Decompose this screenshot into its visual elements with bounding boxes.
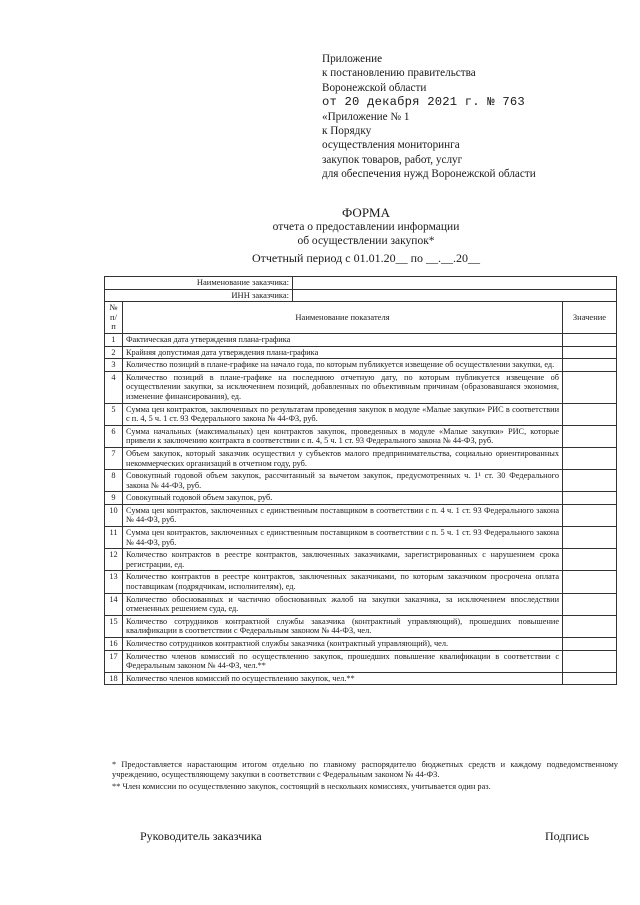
indicator-value-cell[interactable] (563, 650, 617, 672)
indicator-value-cell[interactable] (563, 359, 617, 372)
table-row (105, 593, 617, 615)
col-value-header: Значение (563, 302, 617, 334)
table-row (105, 672, 617, 685)
appendix-header (322, 52, 622, 182)
table-row (105, 403, 617, 425)
form-subtitle-2: об осуществлении закупок* (297, 235, 435, 247)
table-row (105, 549, 617, 571)
form-title-block (0, 205, 640, 266)
signatory-label: Руководитель заказчика (140, 829, 262, 843)
indicator-name: Количество позиций в плане-графике на последнюю отчетную дату, по которым публикуется извещение об осуществлении закупки, за исключением позиций, добавленных по объективным причинам (образовавшаяся экономия, изменение финансирования), ед. (123, 371, 563, 403)
indicator-value-cell[interactable] (563, 447, 617, 469)
indicator-name: Количество членов комиссий по осуществлению закупок, прошедших повышение квалификации в соответствии с Федеральным законом № 44-ФЗ, чел.** (123, 650, 563, 672)
indicator-value-cell[interactable] (563, 527, 617, 549)
table-row (105, 504, 617, 526)
footnotes (112, 760, 618, 793)
signature-label: Подпись (545, 829, 590, 843)
header-line: к постановлению правительства (322, 67, 476, 80)
indicator-value-cell[interactable] (563, 346, 617, 359)
form-subtitle-1: отчета о предоставлении информации (272, 221, 460, 233)
indicator-value-cell[interactable] (563, 593, 617, 615)
indicator-name: Сумма начальных (максимальных) цен контрактов закупок, проведенных в модуле «Малые закупки» РИС, которые привели к заключению контракта в соответствии с п. 4, 5 ч. 1 ст. 93 Федерального закона № 44-ФЗ, руб. (123, 425, 563, 447)
indicator-name: Фактическая дата утверждения плана-графика (123, 333, 563, 346)
table-row (105, 571, 617, 593)
indicator-name: Количество позиций в плане-графике на начало года, по которым публикуется извещение об осуществлении закупки, ед. (123, 359, 563, 372)
indicator-name: Количество сотрудников контрактной службы заказчика (контрактный управляющий), чел. (123, 638, 563, 651)
row-number: 5 (105, 403, 123, 425)
indicator-name: Объем закупок, который заказчик осуществил у субъектов малого предпринимательства, социально ориентированных некоммерческих организаций в отчетном году, руб. (123, 447, 563, 469)
row-number: 3 (105, 359, 123, 372)
indicator-value-cell[interactable] (563, 371, 617, 403)
row-number: 1 (105, 333, 123, 346)
header-line: для обеспечения нужд Воронежской области (322, 168, 536, 181)
row-number: 6 (105, 425, 123, 447)
customer-inn-row (105, 289, 617, 302)
header-line: «Приложение № 1 (322, 110, 410, 123)
row-number: 11 (105, 527, 123, 549)
row-number: 9 (105, 492, 123, 505)
customer-inn-field[interactable] (293, 289, 617, 302)
header-line: закупок товаров, работ, услуг (322, 153, 463, 166)
row-number: 12 (105, 549, 123, 571)
header-line: осуществления мониторинга (322, 139, 460, 152)
indicator-name: Сумма цен контрактов, заключенных по результатам проведения закупок в модуле «Малые закупки» РИС в соответствии с п. 4, 5 ч. 1 ст. 93 Федерального закона № 44-ФЗ, руб. (123, 403, 563, 425)
indicator-name: Сумма цен контрактов, заключенных с единственным поставщиком в соответствии с п. 5 ч. 1 ст. 93 Федерального закона № 44-ФЗ, руб. (123, 527, 563, 549)
indicators-table (104, 276, 617, 685)
indicator-name: Совокупный годовой объем закупок, руб. (123, 492, 563, 505)
table-row (105, 615, 617, 637)
footnote-1: * Предоставляется нарастающим итогом отдельно по главному распорядителю бюджетных средств и каждому подведомственному учреждению, осуществляющему закупки в соответствии с Федеральным законом № 44-ФЗ. (112, 760, 618, 780)
customer-name-row (105, 277, 617, 290)
row-number: 4 (105, 371, 123, 403)
row-number: 15 (105, 615, 123, 637)
table-row (105, 527, 617, 549)
row-number: 13 (105, 571, 123, 593)
customer-name-label: Наименование заказчика: (105, 277, 293, 290)
row-number: 14 (105, 593, 123, 615)
table-row (105, 447, 617, 469)
indicator-name: Сумма цен контрактов, заключенных с единственным поставщиком в соответствии с п. 4 ч. 1 ст. 93 Федерального закона № 44-ФЗ, руб. (123, 504, 563, 526)
indicator-value-cell[interactable] (563, 425, 617, 447)
row-number: 16 (105, 638, 123, 651)
table-row (105, 470, 617, 492)
table-row (105, 425, 617, 447)
indicator-name: Количество членов комиссий по осуществлению закупок, чел.** (123, 672, 563, 685)
header-decree-date: от 20 декабря 2021 г. № 763 (322, 95, 525, 110)
table-row (105, 650, 617, 672)
indicator-value-cell[interactable] (563, 672, 617, 685)
indicator-name: Совокупный годовой объем закупок, рассчитанный за вычетом закупок, предусмотренных ч. 1¹ ст. 30 Федерального закона № 44-ФЗ, руб. (123, 470, 563, 492)
row-number: 7 (105, 447, 123, 469)
reporting-period: Отчетный период с 01.01.20__ по __.__.20__ (251, 251, 481, 265)
footnote-2: ** Член комиссии по осуществлению закупок, состоящий в нескольких комиссиях, учитывается один раз. (112, 782, 491, 792)
row-number: 8 (105, 470, 123, 492)
indicator-value-cell[interactable] (563, 638, 617, 651)
table-row (105, 492, 617, 505)
row-number: 2 (105, 346, 123, 359)
indicator-value-cell[interactable] (563, 403, 617, 425)
indicator-value-cell[interactable] (563, 492, 617, 505)
table-row (105, 371, 617, 403)
indicator-value-cell[interactable] (563, 615, 617, 637)
customer-inn-label: ИНН заказчика: (105, 289, 293, 302)
table-row (105, 346, 617, 359)
header-line: к Порядку (322, 125, 372, 138)
table-row (105, 638, 617, 651)
col-num-header: № п/п (105, 302, 123, 334)
table-header-row (105, 302, 617, 334)
header-line: Приложение (322, 53, 383, 65)
header-line: Воронежской области (322, 81, 427, 94)
customer-name-field[interactable] (293, 277, 617, 290)
indicator-name: Крайняя допустимая дата утверждения плана-графика (123, 346, 563, 359)
col-name-header: Наименование показателя (123, 302, 563, 334)
indicator-value-cell[interactable] (563, 549, 617, 571)
row-number: 18 (105, 672, 123, 685)
indicator-value-cell[interactable] (563, 571, 617, 593)
indicator-name: Количество контрактов в реестре контрактов, заключенных заказчиками, зарегистрированных с нарушением срока регистрации, ед. (123, 549, 563, 571)
table-row (105, 333, 617, 346)
table-row (105, 359, 617, 372)
indicator-name: Количество обоснованных и частично обоснованных жалоб на закупки заказчика, за исключением впоследствии отмененных решением суда, ед. (123, 593, 563, 615)
indicator-value-cell[interactable] (563, 470, 617, 492)
indicator-name: Количество сотрудников контрактной службы заказчика (контрактный управляющий), прошедших повышение квалификации в соответствии с Федеральным законом № 44-ФЗ, чел. (123, 615, 563, 637)
indicator-value-cell[interactable] (563, 504, 617, 526)
form-title: ФОРМА (342, 205, 390, 220)
row-number: 10 (105, 504, 123, 526)
indicator-name: Количество контрактов в реестре контрактов, заключенных заказчиками, по которым заказчиком просрочена оплата поставщикам (подрядчикам, исполнителям), ед. (123, 571, 563, 593)
row-number: 17 (105, 650, 123, 672)
indicator-value-cell[interactable] (563, 333, 617, 346)
